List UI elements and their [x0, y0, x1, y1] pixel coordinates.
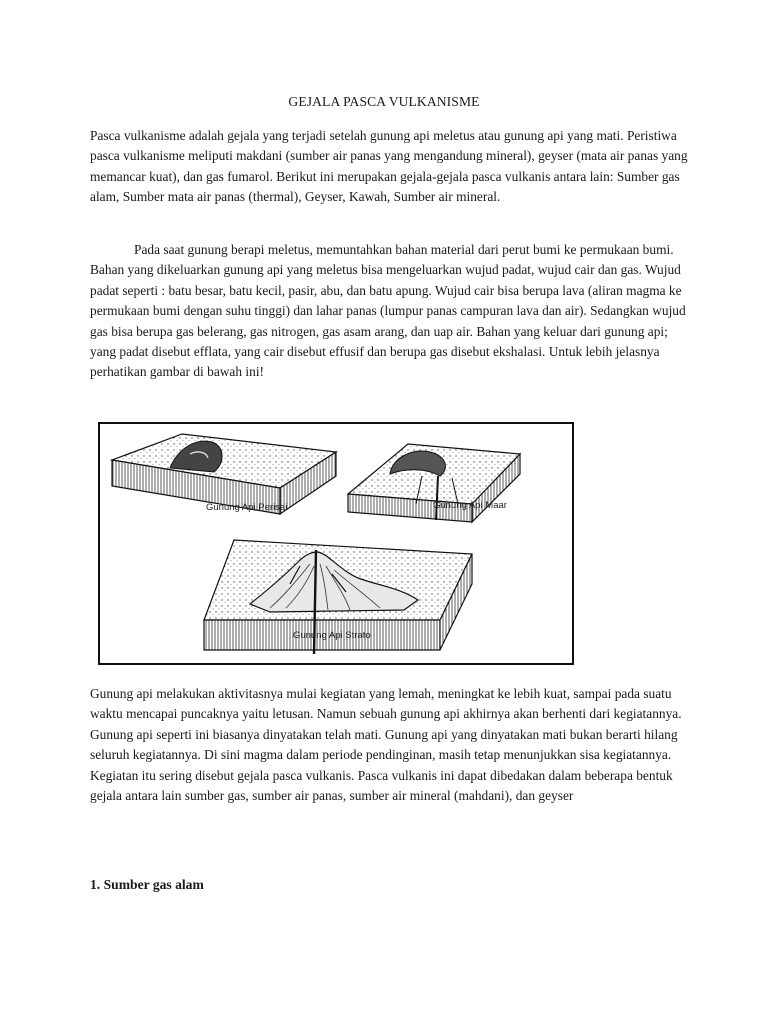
caption-maar: Gunung Api Maar: [433, 500, 507, 511]
volcano-types-figure: [98, 422, 574, 665]
caption-strato: Gunung Api Strato: [293, 630, 371, 641]
document-title: GEJALA PASCA VULKANISME: [288, 94, 480, 109]
activity-paragraph: Gunung api melakukan aktivitasnya mulai kegiatan yang lemah, meningkat ke lebih kuat, sampai pada suatu waktu mencapai puncaknya yaitu letusan. Namun sebuah gunung api akhirnya akan berhenti dari kegiatannya. Gunung api seperti ini biasanya dinyatakan telah mati. Gunung api yang dinyatakan mati bukan berarti hilang seluruh kegiatannya. Di sini magma dalam periode pendinginan, masih tetap menunjukkan sisa kegiatannya. Kegiatan itu sering disebut gejala pasca vulkanis. Pasca vulkanis ini dapat dibedakan dalam beberapa bentuk gejala antara lain sumber gas, sumber air panas, sumber air mineral (mahdani), dan geyser: [90, 686, 682, 804]
section-heading: 1. Sumber gas alam: [90, 877, 204, 892]
material-paragraph: Pada saat gunung berapi meletus, memuntahkan bahan material dari perut bumi ke permukaan bumi. Bahan yang dikeluarkan gunung api yang meletus bisa mengeluarkan wujud padat, wujud cair dan gas. Wujud padat seperti : batu besar, batu kecil, pasir, abu, dan batu apung. Wujud cair bisa berupa lava (aliran magma ke permukaan bumi dengan suhu tinggi) dan lahar panas (lumpur panas campuran lava dan air). Sedangkan wujud gas bisa berupa gas belerang, gas nitrogen, gas asam arang, dan uap air. Bahan yang keluar dari gunung api; yang padat disebut efflata, yang cair disebut effusif dan berupa gas disebut ekshalasi. Untuk lebih jelasnya perhatikan gambar di bawah ini!: [90, 242, 686, 380]
intro-paragraph: Pasca vulkanisme adalah gejala yang terjadi setelah gunung api meletus atau gunung api yang mati. Peristiwa pasca vulkanisme meliputi makdani (sumber air panas yang mengandung mineral), geyser (mata air panas yang memancar kuat), dan gas fumarol. Berikut ini merupakan gejala-gejala pasca vulkanis antara lain: Sumber gas alam, Sumber mata air panas (thermal), Geyser, Kawah, Sumber air mineral.: [90, 128, 688, 205]
caption-perisai: Gunung Api Perisai: [206, 502, 288, 513]
volcano-illustration: [100, 424, 572, 663]
